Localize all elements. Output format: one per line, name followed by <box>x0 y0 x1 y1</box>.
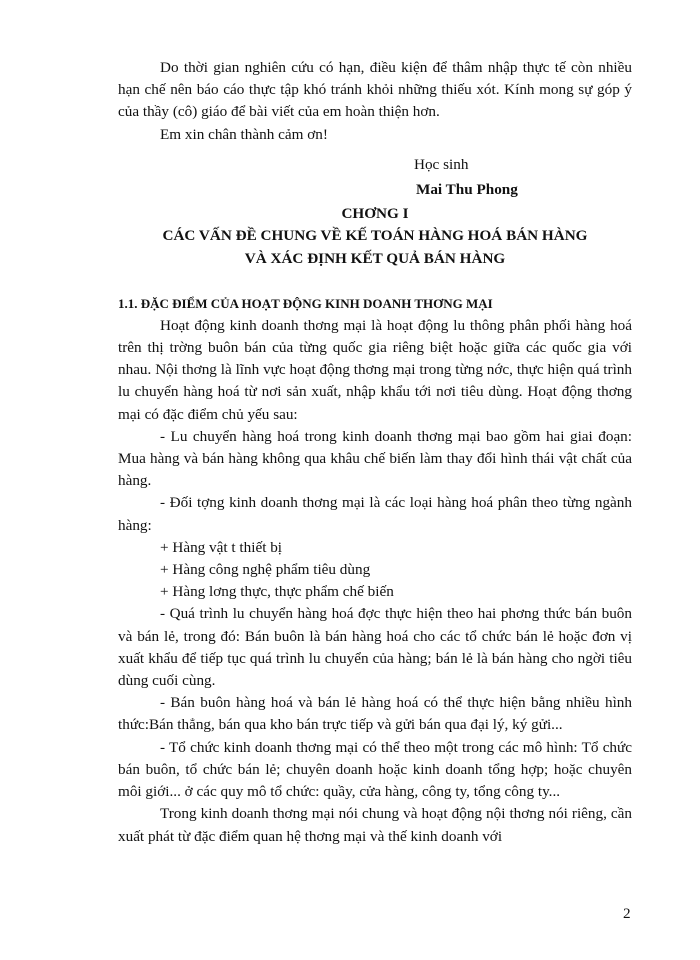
body-paragraph-1: Hoạt động kinh doanh thơng mại là hoạt động lu thông phân phối hàng hoá trên thị trờng buôn bán của từng quốc gia riêng biệt hoặc giữa các quốc gia với nhau. Nội thơng là lĩnh vực hoạt động thơng mại trong từng nớc, thực hiện quá trình lu chuyển hàng hoá từ nơi sản xuất, nhập khẩu tới nơi tiêu dùng. Hoạt động thơng mại có đặc điểm chủ yếu sau: <box>118 316 632 423</box>
chapter-label: CHƠNG I <box>341 205 409 223</box>
body-paragraph-6: - Tổ chức kinh doanh thơng mại có thể theo một trong các mô hình: Tổ chức bán buôn, tổ chức bán lẻ; chuyên doanh hoặc kinh doanh tổng hợp; hoặc chuyên môi giới... ở các quy mô tổ chức: quầy, cửa hàng, công ty, tổng công ty... <box>118 738 632 801</box>
chapter-title-line2: VÀ XÁC ĐỊNH KẾT QUẢ BÁN HÀNG <box>244 249 506 267</box>
bullet-item: + Hàng lơng thực, thực phẩm chế biến <box>160 583 394 601</box>
body-paragraph-4: - Quá trình lu chuyển hàng hoá đợc thực hiện theo hai phơng thức bán buôn và bán lẻ, trong đó: Bán buôn là bán hàng hoá cho các tổ chức bán lẻ hoặc đơn vị xuất khẩu để tiếp tục quá trình lu chuyển của hàng; bán lẻ là bán hàng cho ngời tiêu dùng cuối cùng. <box>118 605 632 690</box>
thanks-line: Em xin chân thành cảm ơn! <box>160 125 328 143</box>
page-content <box>118 57 632 848</box>
page-number: 2 <box>623 905 631 922</box>
body-paragraph-2: - Lu chuyển hàng hoá trong kinh doanh thơng mại bao gồm hai giai đoạn: Mua hàng và bán hàng không qua khâu chế biến làm thay đổi hình thái vật chất của hàng. <box>118 427 632 490</box>
signature-role: Học sinh <box>414 155 469 173</box>
body-paragraph-5: - Bán buôn hàng hoá và bán lẻ hàng hoá có thể thực hiện bằng nhiều hình thức:Bán thẳng, bán qua kho bán trực tiếp và gửi bán qua đại lý, ký gửi... <box>118 694 632 734</box>
bullet-item: + Hàng công nghệ phẩm tiêu dùng <box>160 561 371 579</box>
intro-paragraph: Do thời gian nghiên cứu có hạn, điều kiện để thâm nhập thực tế còn nhiều hạn chế nên báo cáo thực tập khó tránh khỏi những thiếu xót. Kính mong sự góp ý của thầy (cô) giáo để bài viết của em hoàn thiện hơn. <box>118 59 632 121</box>
body-paragraph-7: Trong kinh doanh thơng mại nói chung và hoạt động nội thơng nói riêng, cần xuất phát từ đặc điểm quan hệ thơng mại và thế kinh doanh với <box>118 805 632 845</box>
signature-name: Mai Thu Phong <box>416 181 518 199</box>
bullet-item: + Hàng vật t thiết bị <box>160 538 283 556</box>
chapter-title-line1: CÁC VẤN ĐỀ CHUNG VỀ KẾ TOÁN HÀNG HOÁ BÁN HÀNG <box>162 227 588 245</box>
section-heading: 1.1. ĐẶC ĐIỂM CỦA HOẠT ĐỘNG KINH DOANH THƠNG MẠI <box>118 295 493 311</box>
body-paragraph-3: - Đối tợng kinh doanh thơng mại là các loại hàng hoá phân theo từng ngành hàng: <box>118 494 632 534</box>
